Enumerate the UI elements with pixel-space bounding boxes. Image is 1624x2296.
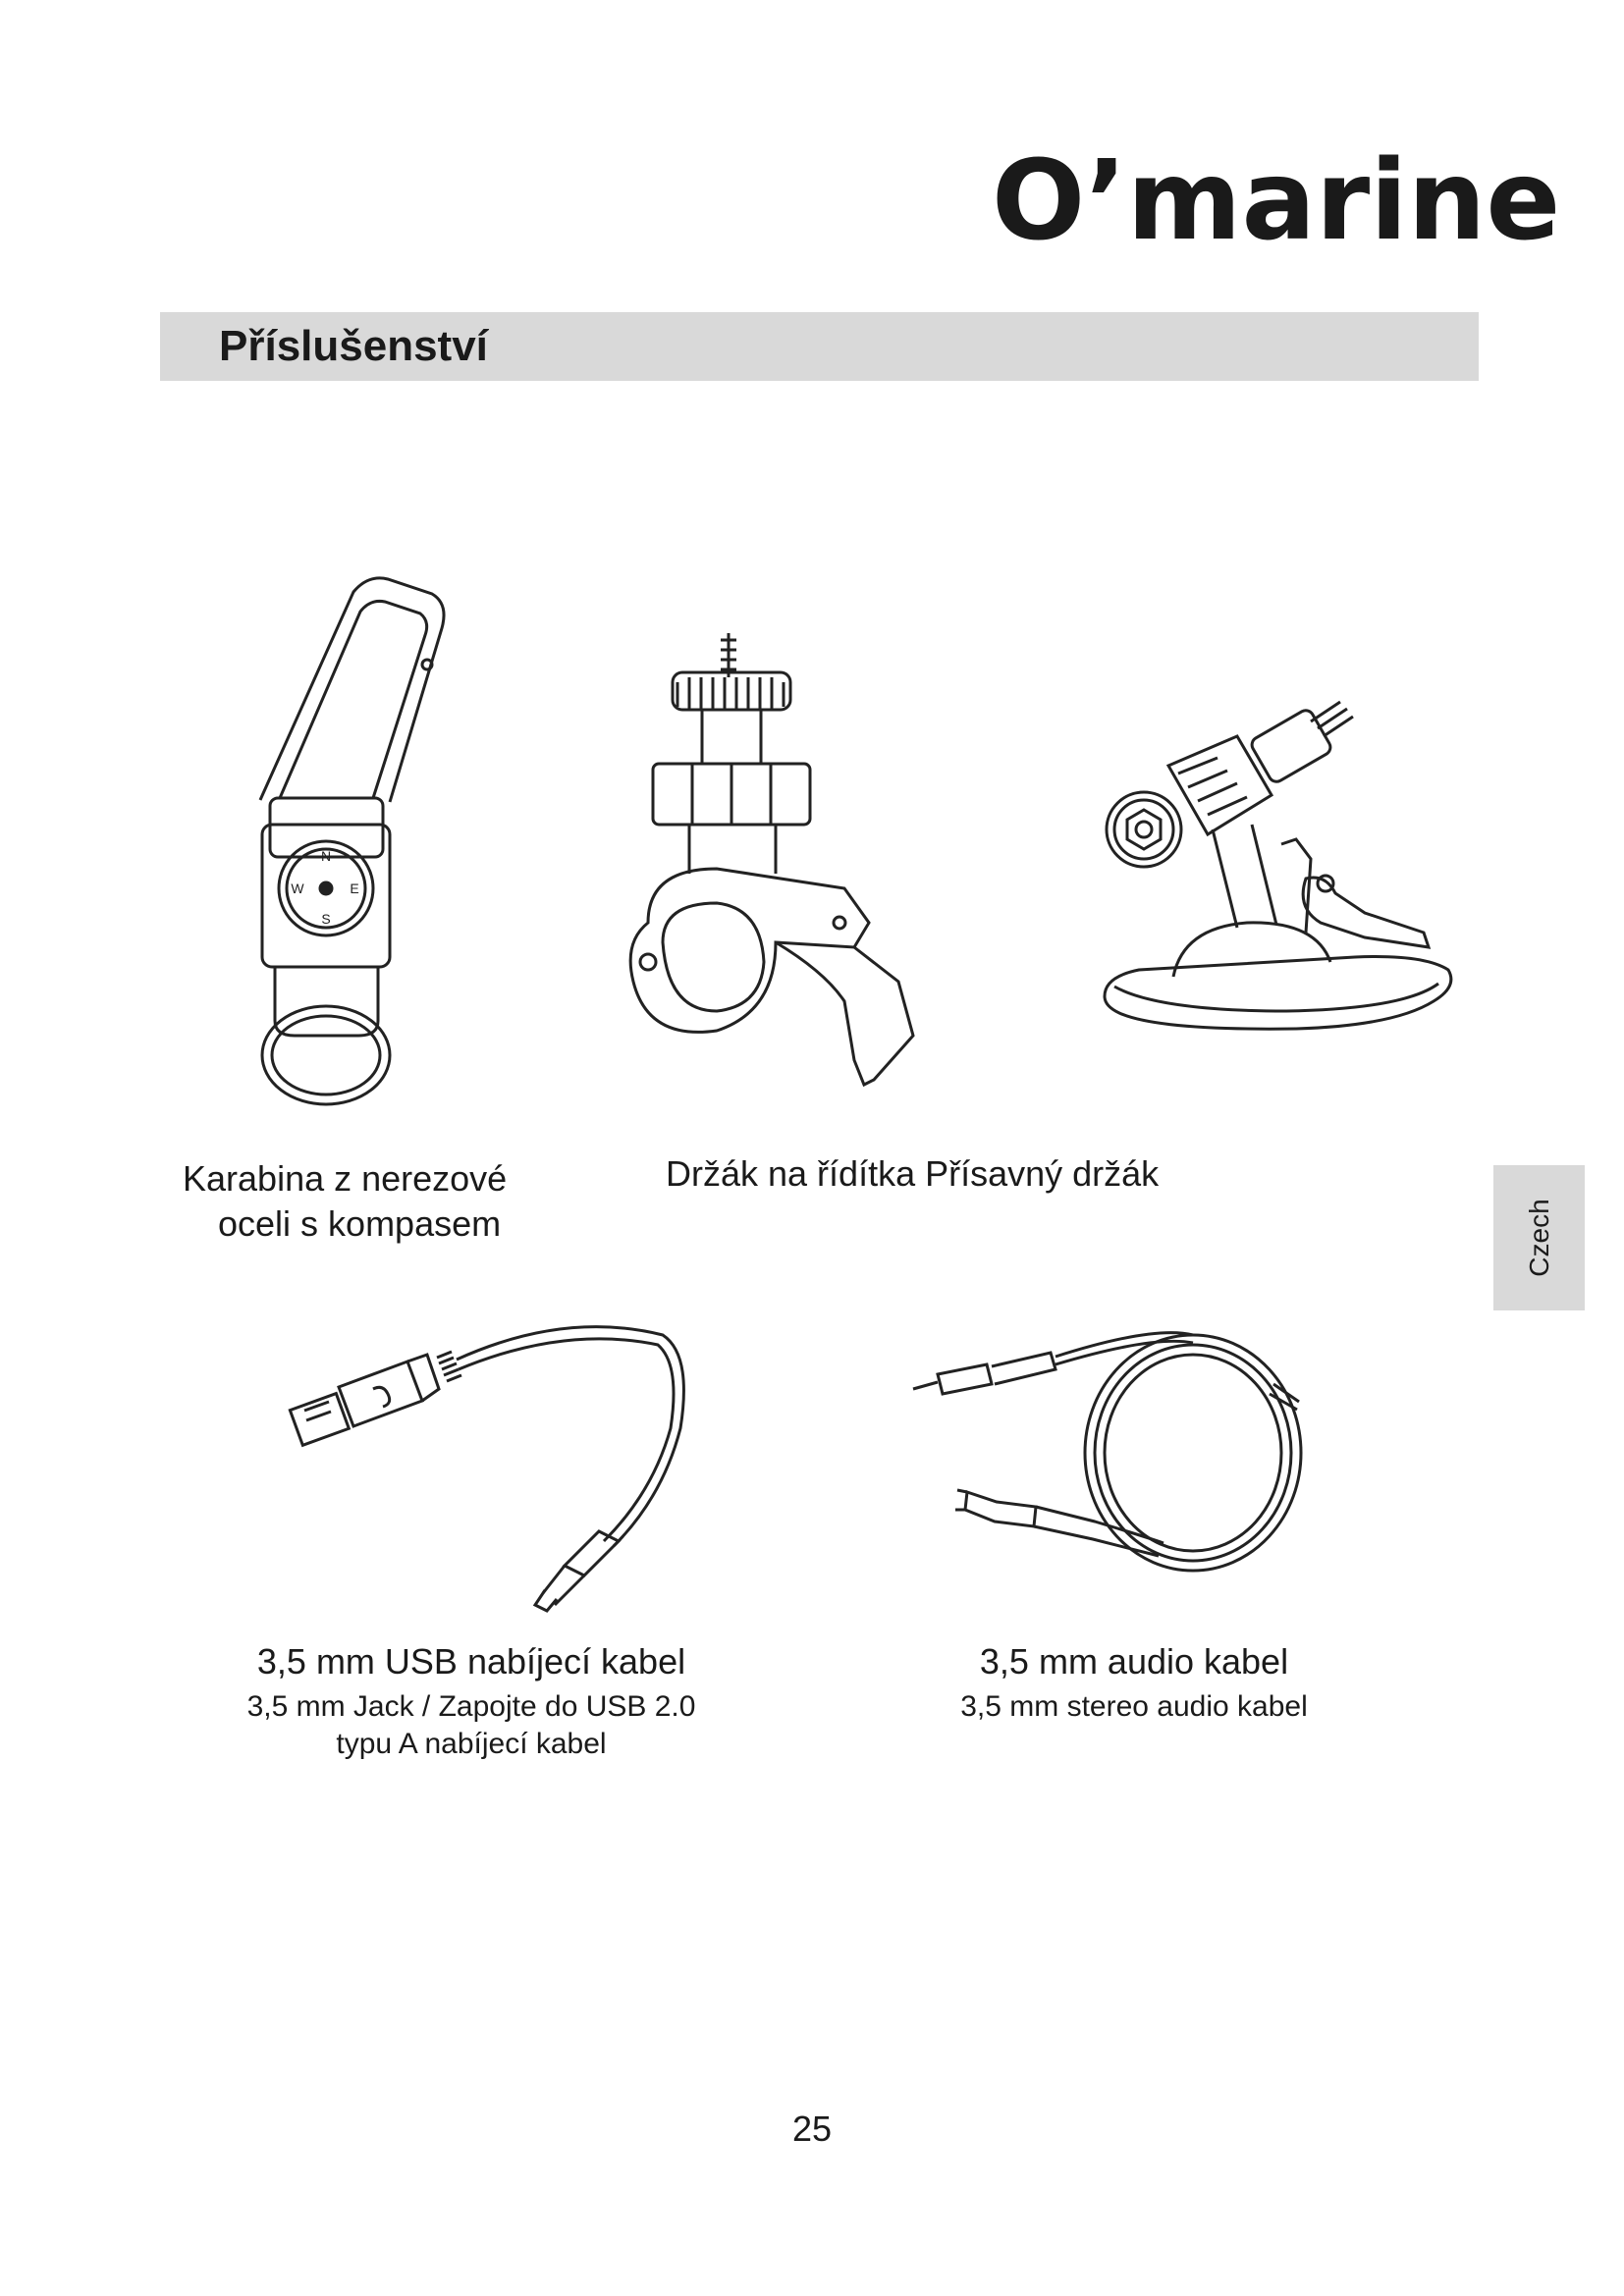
carabiner-compass-icon: [241, 574, 457, 1109]
svg-text:W: W: [291, 881, 304, 896]
brand-logo: [992, 137, 1561, 265]
handlebar-mount-icon: [619, 628, 962, 1090]
audio-cable-title: 3,5 mm audio kabel: [979, 1641, 1289, 1682]
usb-cable-desc-line1: 3,5 mm Jack / Zapojte do USB 2.0: [246, 1690, 696, 1723]
usb-cable-icon: [290, 1320, 697, 1615]
svg-text:N: N: [320, 848, 332, 864]
audio-cable-desc: 3,5 mm stereo audio kabel: [960, 1690, 1308, 1723]
svg-text:O’marine: O’marine: [992, 137, 1561, 265]
svg-text:S: S: [321, 911, 331, 927]
page-number: 25: [791, 2109, 833, 2149]
audio-cable-icon: [908, 1315, 1321, 1590]
caption-carabiner-line2: oceli s kompasem: [218, 1203, 502, 1244]
section-title: Příslušenství: [219, 322, 488, 370]
language-tab: [1493, 1165, 1585, 1310]
caption-mounts: Držák na řídítka Přísavný držák: [666, 1153, 1160, 1194]
usb-cable-title: 3,5 mm USB nabíjecí kabel: [256, 1641, 686, 1682]
caption-carabiner-line1: Karabina z nerezové: [183, 1158, 508, 1199]
svg-text:E: E: [350, 881, 359, 896]
section-header: [160, 312, 1479, 381]
language-tab-label: Czech: [1523, 1199, 1554, 1277]
usb-cable-desc-line2: typu A nabíjecí kabel: [336, 1728, 607, 1760]
suction-mount-icon: [1100, 697, 1458, 1041]
